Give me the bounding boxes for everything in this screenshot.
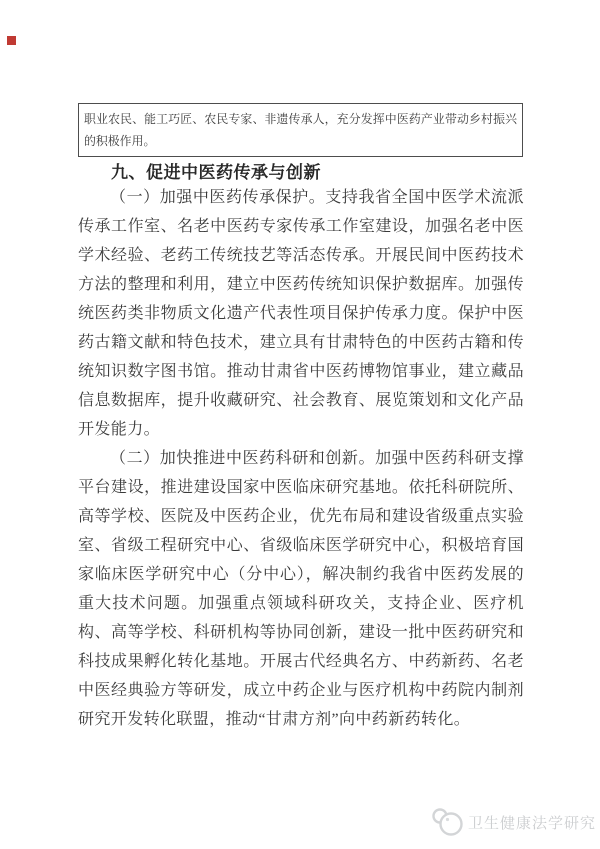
- paragraph-1: [78, 183, 524, 444]
- boxed-note: [78, 103, 523, 157]
- paragraph-2: [78, 444, 524, 734]
- paragraph-1-body: 支持我省全国中医学术流派传承工作室、名老中医药专家传承工作室建设，加强名老中医学术经验、老药工传统技艺等活态传承。开展民间中医药技术方法的整理和利用，建立中医药传统知识保护数据库。加强传统医药类非物质文化遗产代表性项目保护传承力度。保护中医药古籍文献和特色技术，建立具有甘肃特色的中医药古籍和传统知识数字图书馆。推动甘肃省中医药博物馆事业，建立藏品信息数据库，提升收藏研究、社会教育、展览策划和文化产品开发能力。: [78, 189, 524, 438]
- red-marker-dot: [7, 36, 16, 45]
- paragraph-2-lead: （二）加快推进中医药科研和创新。: [110, 450, 376, 467]
- document-body: [78, 183, 524, 734]
- section-heading: 九、促进中医药传承与创新: [111, 163, 321, 182]
- overlapping-circles-icon: [429, 806, 465, 838]
- paragraph-2-body: 加强中医药科研支撑平台建设，推进建设国家中医临床研究基地。依托科研院所、高等学校、医院及中医药企业，优先布局和建设省级重点实验室、省级工程研究中心、省级临床医学研究中心，积极培育国家临床医学研究中心（分中心），解决制约我省中医药发展的重大技术问题。加强重点领域科研攻关，支持企业、医疗机构、高等学校、科研机构等协同创新，建设一批中医药研究和科技成果孵化转化基地。开展古代经典名方、中药新药、名老中医经典验方等研发，成立中药企业与医疗机构中药院内制剂研究开发转化联盟，推动“甘肃方剂”向中药新药转化。: [78, 450, 524, 728]
- watermark-account-name: 卫生健康法学研究: [468, 814, 597, 832]
- boxed-note-text: 职业农民、能工巧匠、农民专家、非遗传承人，充分发挥中医药产业带动乡村振兴的积极作用。: [84, 112, 517, 148]
- paragraph-1-lead: （一）加强中医药传承保护。: [110, 189, 326, 206]
- footer-watermark: [429, 806, 596, 838]
